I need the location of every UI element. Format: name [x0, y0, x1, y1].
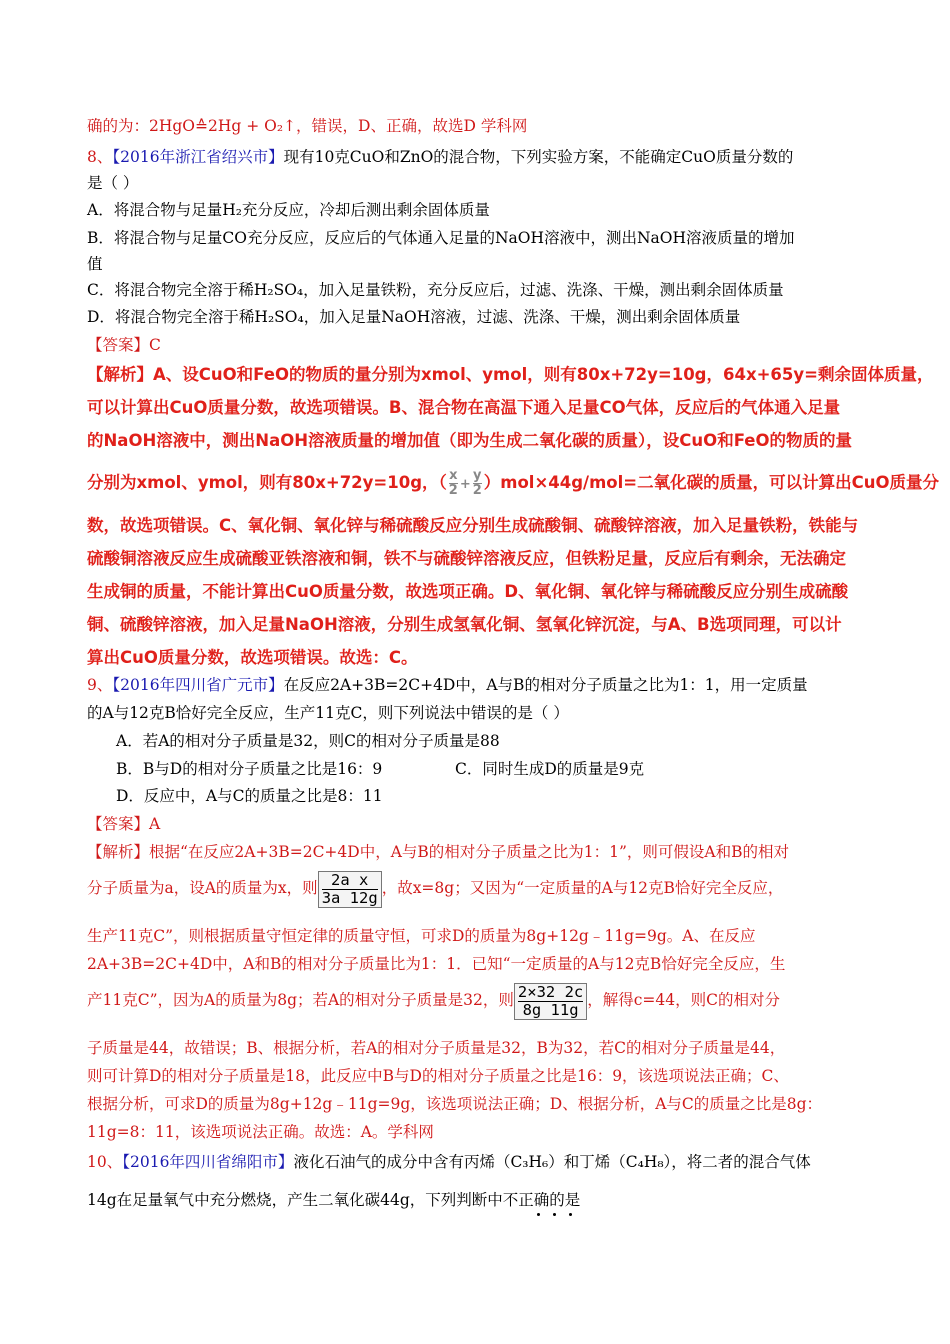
prev-question-tail: 确的为：2HgO≙2Hg + O₂↑，错误，D、正确，故选D 学科网 — [87, 117, 528, 135]
q8-explanation-line: 可以计算出CuO质量分数，故选项错误。B、混合物在高温下通入足量CO气体，反应后的气体通入足量 — [87, 398, 841, 417]
q10-source: 【2016年四川省绵阳市】 — [122, 1153, 294, 1171]
q8-option-c: C．将混合物完全溶于稀H₂SO₄，加入足量铁粉，充分反应后，过滤、洗涤、干燥，测出剩余固体质量 — [87, 281, 784, 299]
q8-option-b: B．将混合物与足量CO充分反应，反应后的气体通入足量的NaOH溶液中，测出NaOH溶液质量的增加 — [87, 229, 795, 247]
q10-stem-text: 液化石油气的成分中含有丙烯（C₃H₆）和丁烯（C₄H₈），将二者的混合气体 — [293, 1153, 811, 1171]
emphasis-dot — [537, 1213, 540, 1216]
emphasis-dot — [553, 1213, 556, 1216]
q9-explanation-line: 【解析】根据“在反应2A+3B=2C+4D中，A与B的相对分子质量之比为1：1”，则可假设A和B的相对 — [87, 843, 790, 861]
q9-explanation-text: 产11克C”，因为A的质量为8g；若A的相对分子质量是32，则 — [87, 991, 514, 1009]
q8-explanation-text: ）mol×44g/mol=二氧化碳的质量，可以计算出CuO质量分 — [483, 473, 939, 492]
q8-stem-text: 现有10克CuO和ZnO的混合物，下列实验方案，不能确定CuO质量分数的 — [283, 148, 794, 166]
q8-explanation-line: 生成铜的质量，不能计算出CuO质量分数，故选项正确。D、氧化铜、氧化锌与稀硫酸反应分别生成硫酸 — [87, 582, 849, 601]
q9-explanation-line: 子质量是44，故错误；B、根据分析，若A的相对分子质量是32，B为32，若C的相对分子质量是44， — [87, 1039, 786, 1057]
q9-explanation-line — [87, 868, 783, 908]
q8-source: 【2016年浙江省绍兴市】 — [112, 148, 284, 166]
fraction-image-2a-3a: $\frac{\text{2a x}}{3a 12g}$ — [318, 871, 382, 908]
q9-explanation-line — [87, 980, 780, 1020]
emphasis-dot — [569, 1213, 572, 1216]
q8-explanation-line — [87, 466, 939, 502]
q8-explanation-line: 数，故选项错误。C、氧化铜、氧化锌与稀硫酸反应分别生成硫酸铜、硫酸锌溶液，加入足量铁粉，铁能与 — [87, 516, 859, 535]
q9-option-b: B．B与D的相对分子质量之比是16：9 — [116, 760, 383, 778]
q9-explanation-text: 分子质量为a，设A的质量为x，则 — [87, 879, 318, 897]
q9-explanation-line: 则可计算D的相对分子质量是18，此反应中B与D的相对分子质量之比是16：9，该选项说法正确；C、 — [87, 1067, 789, 1085]
q8-answer: 【答案】C — [87, 336, 161, 354]
q8-explanation-text: 分别为xmol、ymol，则有80x+72y=10g，（ — [87, 473, 447, 492]
q8-explanation-line: 【解析】A、设CuO和FeO的物质的量分别为xmol、ymol，则有80x+72y=10g，64x+65y=剩余固体质量， — [87, 365, 934, 384]
q9-explanation-line: 根据分析，可求D的质量为8g+12g﹣11g=9g，该选项说法正确；D、根据分析，A与C的质量之比是8g： — [87, 1095, 823, 1113]
q8-explanation-line: 硫酸铜溶液反应生成硫酸亚铁溶液和铜，铁不与硫酸锌溶液反应，但铁粉足量，反应后有剩余，无法确定 — [87, 549, 846, 568]
fraction-y-over-2: $\frac{y}{2}$ — [472, 468, 482, 498]
q9-explanation-line: 生产11克C”，则根据质量守恒定律的质量守恒，可求D的质量为8g+12g﹣11g=9g。A、在反应 — [87, 927, 756, 945]
q10-stem-cont: 14g在足量氧气中充分燃烧，产生二氧化碳44g，下列判断中不正确的是 — [87, 1191, 581, 1209]
q9-stem — [87, 673, 808, 697]
q9-explanation-text: ，故x=8g；又因为“一定质量的A与12克B恰好完全反应， — [381, 879, 784, 897]
q8-option-d: D．将混合物完全溶于稀H₂SO₄，加入足量NaOH溶液，过滤、洗涤、干燥，测出剩余固体质量 — [87, 308, 741, 326]
fraction-image-2x32-8g: $\frac{2\times 32 2c}{8g 11g}$ — [514, 983, 587, 1020]
q9-explanation-text: ，解得c=44，则C的相对分 — [587, 991, 780, 1009]
q9-explanation-line: 11g=8：11，该选项说法正确。故选：A。学科网 — [87, 1123, 434, 1141]
q8-number: 8、 — [87, 148, 113, 166]
q9-stem-cont: 的A与12克B恰好完全反应，生产11克C，则下列说法中错误的是（ ） — [87, 704, 569, 722]
q10-number: 10、 — [87, 1153, 123, 1171]
q8-option-a: A．将混合物与足量H₂充分反应，冷却后测出剩余固体质量 — [87, 201, 490, 219]
q8-explanation-line: 算出CuO质量分数，故选项错误。故选：C。 — [87, 648, 418, 667]
q8-stem-cont: 是（ ） — [87, 174, 139, 192]
q9-stem-text: 在反应2A+3B=2C+4D中，A与B的相对分子质量之比为1：1，用一定质量 — [283, 676, 808, 694]
q8-explanation-line: 铜、硫酸锌溶液，加入足量NaOH溶液，分别生成氢氧化铜、氢氧化锌沉淀，与A、B选项同理，可以计 — [87, 615, 842, 634]
q9-option-a: A．若A的相对分子质量是32，则C的相对分子质量是88 — [116, 732, 500, 750]
fraction-x-over-2: $\frac{x}{2}$ — [448, 468, 458, 498]
q8-stem — [87, 145, 793, 169]
q9-option-d: D．反应中，A与C的质量之比是8：11 — [116, 787, 383, 805]
q9-explanation-line: 2A+3B=2C+4D中，A和B的相对分子质量比为1：1．已知“一定质量的A与12克B恰好完全反应，生 — [87, 955, 786, 973]
q8-option-b-cont: 值 — [87, 255, 103, 273]
q9-source: 【2016年四川省广元市】 — [112, 676, 284, 694]
q9-answer: 【答案】A — [87, 815, 161, 833]
q8-explanation-line: 的NaOH溶液中，测出NaOH溶液质量的增加值（即为生成二氧化碳的质量），设CuO和FeO的物质的量 — [87, 431, 853, 450]
q10-stem — [87, 1150, 811, 1174]
q9-number: 9、 — [87, 676, 113, 694]
q9-option-c: C．同时生成D的质量是9克 — [455, 760, 645, 778]
plus-sign: + — [459, 477, 471, 492]
